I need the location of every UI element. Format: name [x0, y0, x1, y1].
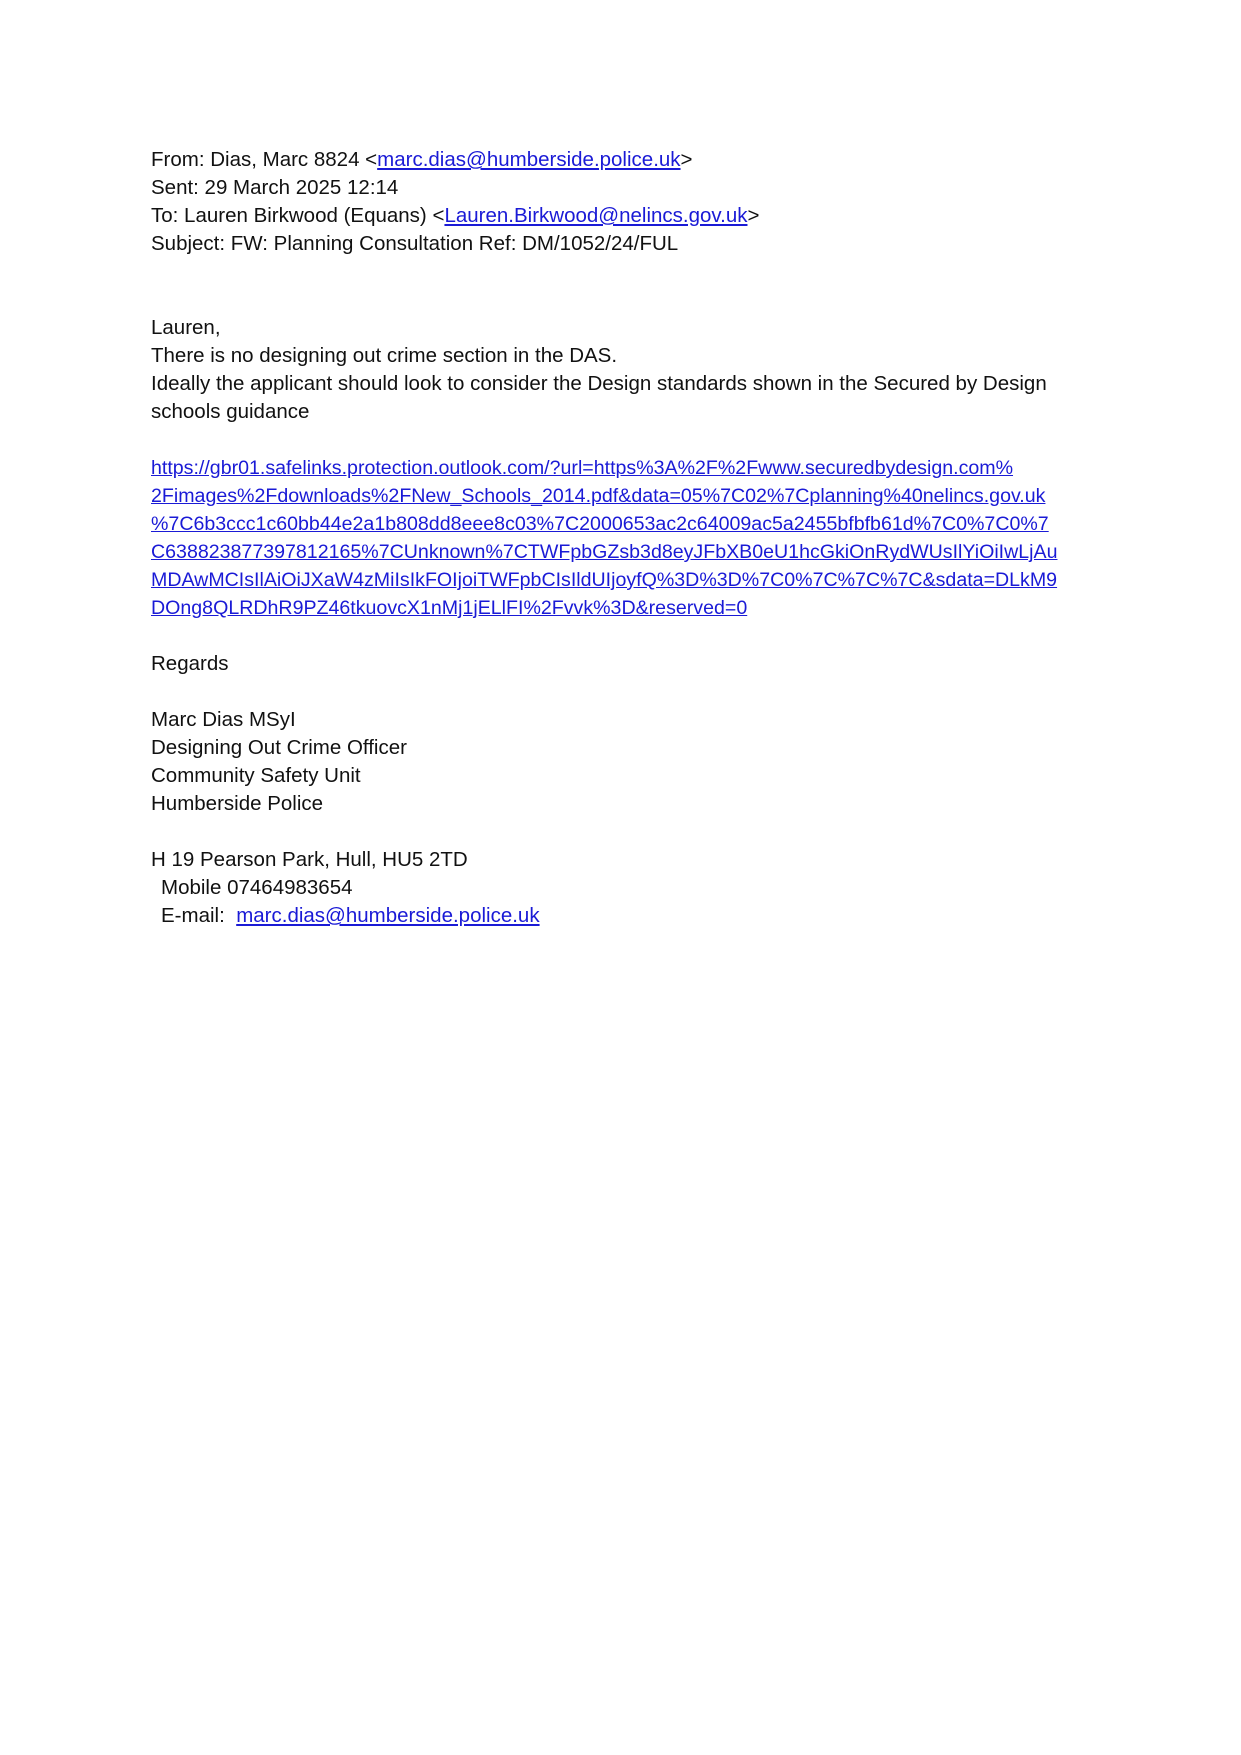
to-email-link[interactable]: Lauren.Birkwood@nelincs.gov.uk	[444, 204, 748, 227]
signature-address: H 19 Pearson Park, Hull, HU5 2TD	[151, 848, 468, 871]
url-line: 2Fimages%2Fdownloads%2FNew_Schools_2014.pdf&data=05%7C02%7Cplanning%40nelincs.gov.uk	[151, 485, 1046, 507]
from-email-link[interactable]: marc.dias@humberside.police.uk	[377, 148, 681, 171]
signature-title: Designing Out Crime Officer	[151, 736, 407, 759]
to-name: Lauren Birkwood (Equans)	[184, 204, 427, 227]
spacer	[151, 426, 1091, 454]
sent-line: Sent: 29 March 2025 12:14	[151, 176, 399, 199]
email-document	[151, 146, 1091, 930]
greeting: Lauren,	[151, 316, 221, 339]
email-label: E-mail:	[161, 904, 237, 927]
url-line: %7C6b3ccc1c60bb44e2a1b808dd8eee8c03%7C2000653ac2c64009ac5a2455bfbfb61d%7C0%7C0%7	[151, 513, 1049, 535]
spacer	[151, 818, 1091, 846]
body-line-guidance: Ideally the applicant should look to consider the Design standards shown in the Secured by Design schools guidance	[151, 372, 1047, 423]
body-line-das: There is no designing out crime section in the DAS.	[151, 344, 618, 367]
regards: Regards	[151, 652, 229, 675]
spacer	[151, 258, 1091, 314]
signature-mobile: Mobile 07464983654	[161, 876, 353, 899]
from-name: Dias, Marc 8824	[210, 148, 360, 171]
url-line: C638823877397812165%7CUnknown%7CTWFpbGZsb3d8eyJFbXB0eU1hcGkiOnRydWUsIlYiOiIwLjAu	[151, 541, 1058, 563]
url-line: https://gbr01.safelinks.protection.outlook.com/?url=https%3A%2F%2Fwww.securedbydesign.com%	[151, 457, 1014, 479]
to-line: To: Lauren Birkwood (Equans) <Lauren.Birkwood@nelincs.gov.uk>	[151, 204, 760, 227]
to-label: To:	[151, 204, 185, 227]
signature-name: Marc Dias MSyI	[151, 708, 296, 731]
subject-line: Subject: FW: Planning Consultation Ref: DM/1052/24/FUL	[151, 232, 679, 255]
safelink-url[interactable]	[151, 454, 1091, 622]
signature-org: Humberside Police	[151, 792, 324, 815]
url-line: DOng8QLRDhR9PZ46tkuovcX1nMj1jELlFI%2Fvvk%3D&reserved=0	[151, 597, 748, 619]
url-line: MDAwMCIsIlAiOiJXaW4zMiIsIkFOIjoiTWFpbCIsIldUIjoyfQ%3D%3D%7C0%7C%7C%7C&sdata=DLkM9	[151, 569, 1058, 591]
from-label: From:	[151, 148, 211, 171]
spacer	[151, 622, 1091, 650]
from-line: From: Dias, Marc 8824 <marc.dias@humberside.police.uk>	[151, 148, 693, 171]
spacer	[151, 678, 1091, 706]
signature-email-line	[151, 902, 1091, 930]
signature-unit: Community Safety Unit	[151, 764, 361, 787]
signature-email-link[interactable]: marc.dias@humberside.police.uk	[236, 904, 540, 927]
